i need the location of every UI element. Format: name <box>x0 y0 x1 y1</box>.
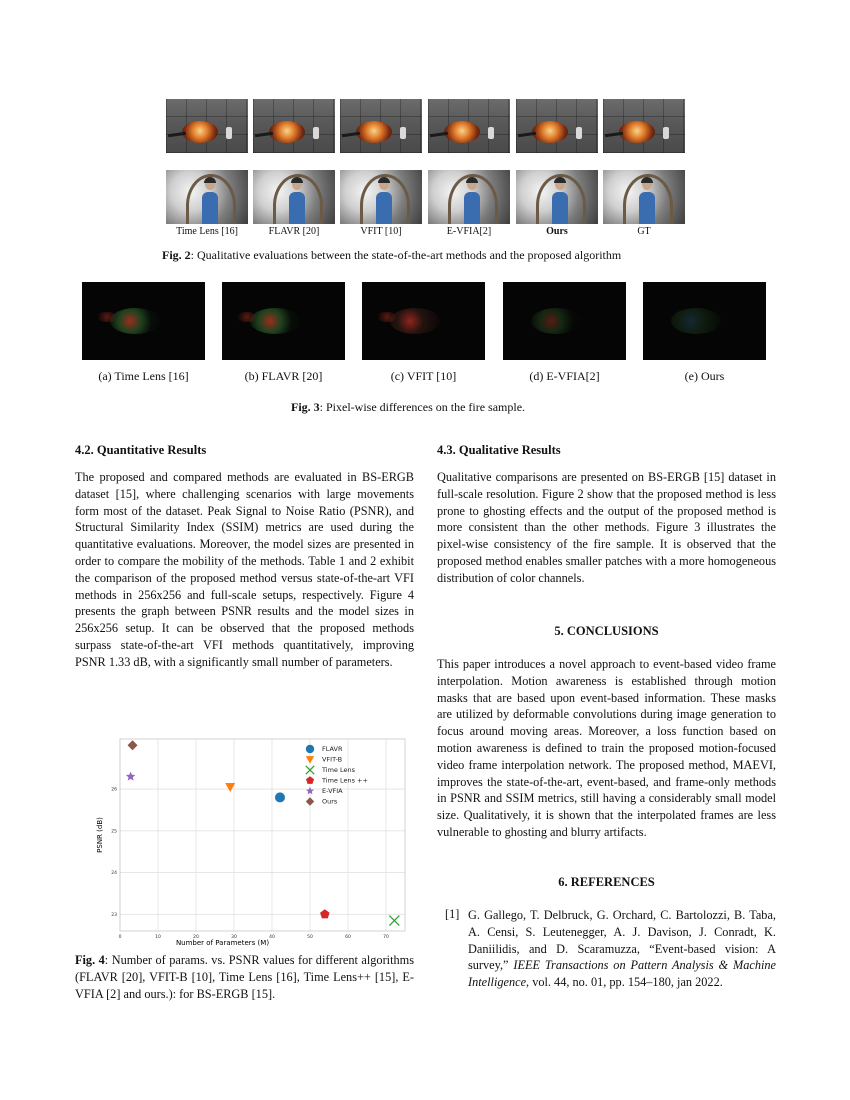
data-point-time-lens <box>389 916 399 926</box>
fig3-label: (a) Time Lens [16] <box>98 369 189 383</box>
fig2-fire-timelens <box>166 99 248 153</box>
fig4-caption-label: Fig. 4 <box>75 953 105 967</box>
legend-label: Time Lens ++ <box>322 776 368 785</box>
legend-marker <box>306 776 314 784</box>
reference-number: [1] <box>445 907 460 921</box>
chart-legend <box>306 745 368 806</box>
fig2-fire-ours <box>516 99 598 153</box>
fig2-fire-flavr <box>253 99 335 153</box>
legend-label: Time Lens <box>322 766 355 774</box>
fig2-person-gt <box>603 170 685 224</box>
fig3-panel-flavr <box>222 282 345 360</box>
plot-frame <box>120 739 405 931</box>
fig2-caption <box>162 248 621 263</box>
fig3-panel-evfia <box>503 282 626 360</box>
reference-1-tail: , vol. 44, no. 01, pp. 154–180, jan 2022. <box>526 975 723 990</box>
fig2-person-evfia <box>428 170 510 224</box>
chart-grid <box>120 739 405 931</box>
fig2-caption-label: Fig. 2 <box>162 248 191 262</box>
fig2-fire-evfia <box>428 99 510 153</box>
fig2-person-timelens <box>166 170 248 224</box>
x-tick-label: 40 <box>269 935 275 940</box>
legend-label: Ours <box>322 797 338 806</box>
reference-1-authors: G. Gallego, T. Delbruck, G. Orchard, C. Bartolozzi, B. Taba, A. Censi, S. Leutenegger, A. J. Davison, J. Conradt, K. Daniilidis, and D. Scaramuzza, “Event-based vision: A survey,” <box>468 908 776 973</box>
x-tick-label: 20 <box>193 935 199 940</box>
legend-label: VFIT-B <box>322 755 343 764</box>
fig2-label: Time Lens [16] <box>176 226 238 237</box>
y-tick-label: 23 <box>111 912 117 918</box>
x-tick-label: 70 <box>383 935 389 940</box>
section-heading-quantitative: 4.2. Quantitative Results <box>75 443 207 457</box>
fig2-label: Ours <box>546 226 568 237</box>
fig2-label: GT <box>637 226 651 237</box>
legend-marker <box>306 745 314 753</box>
qualitative-paragraph: Qualitative comparisons are presented on BS-ERGB [15] dataset in full-scale resolution. Figure 2 show that the proposed method is less prone to ghosting effects and the output of the proposed method is more consistent than the other methods. Figure 3 illustrates the pixel-wise consistency of the fire sample. It is observed that the proposed method enables smaller patches with a more homogeneous distribution of color channels. <box>437 470 776 585</box>
chart-marks <box>126 740 399 925</box>
fig2-fire-gt <box>603 99 685 153</box>
chart-ticks <box>111 787 389 940</box>
fig3-caption-label: Fig. 3 <box>291 400 320 414</box>
y-tick-label: 26 <box>111 787 117 793</box>
section-heading-references: 6. REFERENCES <box>558 875 655 889</box>
fig3-label: (d) E-VFIA[2] <box>529 369 600 383</box>
chart-ylabel: PSNR (dB) <box>96 817 104 853</box>
fig3-label: (b) FLAVR [20] <box>244 369 323 383</box>
chart-xlabel: Number of Parameters (M) <box>175 939 270 947</box>
fig3-panel-timelens <box>82 282 205 360</box>
fig4-caption <box>75 952 414 1002</box>
fig2-person-flavr <box>253 170 335 224</box>
fig3-caption <box>291 400 525 415</box>
fig3-label: (e) Ours <box>684 369 725 383</box>
fig2-label: FLAVR [20] <box>268 226 320 237</box>
x-tick-label: 50 <box>307 935 313 940</box>
x-tick-label: 60 <box>345 935 351 940</box>
data-point-ours <box>128 740 138 750</box>
fig3-label: (c) VFIT [10] <box>390 369 457 383</box>
fig4-caption-text: : Number of params. vs. PSNR values for different algorithms (FLAVR [20], VFIT-B [10], Time Lens [16], Time Lens++ [15], E-VFIA [2] and ours.): for BS-ERGB [15]. <box>75 953 415 1001</box>
fig3-panel-ours <box>643 282 766 360</box>
fig2-person-vfit <box>340 170 422 224</box>
data-point-flavr <box>275 792 285 802</box>
data-point-time-lens <box>320 909 330 918</box>
y-tick-label: 25 <box>111 829 117 835</box>
fig2-person-ours <box>516 170 598 224</box>
chart-axes <box>120 739 405 931</box>
fig2-label: E-VFIA[2] <box>446 226 492 237</box>
fig3-caption-text: : Pixel-wise differences on the fire sample. <box>319 400 526 414</box>
fig2-fire-vfit <box>340 99 422 153</box>
quantitative-paragraph: The proposed and compared methods are evaluated in BS-ERGB dataset [15], where challenging scenarios with large movements form most of the dataset. Peak Signal to Noise Ratio (PSNR), and Structural Similarity Index (SSIM) metrics are used during the quantitative evaluations. Moreover, the model sizes are presented in order to compare the mobility of the methods. Table 1 and 2 exhibit the comparison of the proposed method versus state-of-the-art VFI methods in 256x256 and full-scale setups, respectively. Figure 4 presents the graph between PSNR results and the model sizes in 256x256 setup. It can be observed that the proposed methods surpass state-of-the-art VFI methods quantitatively, improving PSNR 1.33 dB, with a significantly small number of parameters. <box>75 470 414 669</box>
y-tick-label: 24 <box>111 871 117 877</box>
legend-marker <box>306 756 314 764</box>
reference-1-journal: IEEE Transactions on Pattern Analysis & Machine Intelligence <box>468 958 776 990</box>
fig2-caption-text: : Qualitative evaluations between the state-of-the-art methods and the proposed algorithm <box>190 248 622 262</box>
section-heading-qualitative: 4.3. Qualitative Results <box>437 443 561 457</box>
legend-label: E-VFIA <box>322 787 343 795</box>
fig2-label: VFIT [10] <box>360 226 402 237</box>
fig3-panel-vfit <box>362 282 485 360</box>
legend-marker <box>306 797 314 805</box>
x-tick-label: 0 <box>118 935 122 940</box>
conclusions-paragraph: This paper introduces a novel approach to event-based video frame interpolation. Motion awareness is established through motion masks that are based upon event-based information. These masks are utilized by deformable convolutions during image generation to focus around moving areas. Moreover, a loss function based on motion awareness is defined to train the proposed motion-focused video frame interpolation network. The proposed method, MAEVI, improves the state-of-the-art, event-based, and frame-only methods in PSNR and SSIM metrics, still having a considerably small model size. Qualitatively, it is shown that the interpolated frames are less vulnerable to ghosting and blurry artifacts. <box>437 657 776 839</box>
legend-label: FLAVR <box>322 745 343 753</box>
data-point-e-vfia <box>126 772 136 781</box>
fig4-chart <box>98 735 408 945</box>
x-tick-label: 10 <box>155 935 161 940</box>
reference-1 <box>468 907 776 991</box>
section-heading-conclusions: 5. CONCLUSIONS <box>554 624 659 638</box>
x-tick-label: 30 <box>231 935 237 940</box>
